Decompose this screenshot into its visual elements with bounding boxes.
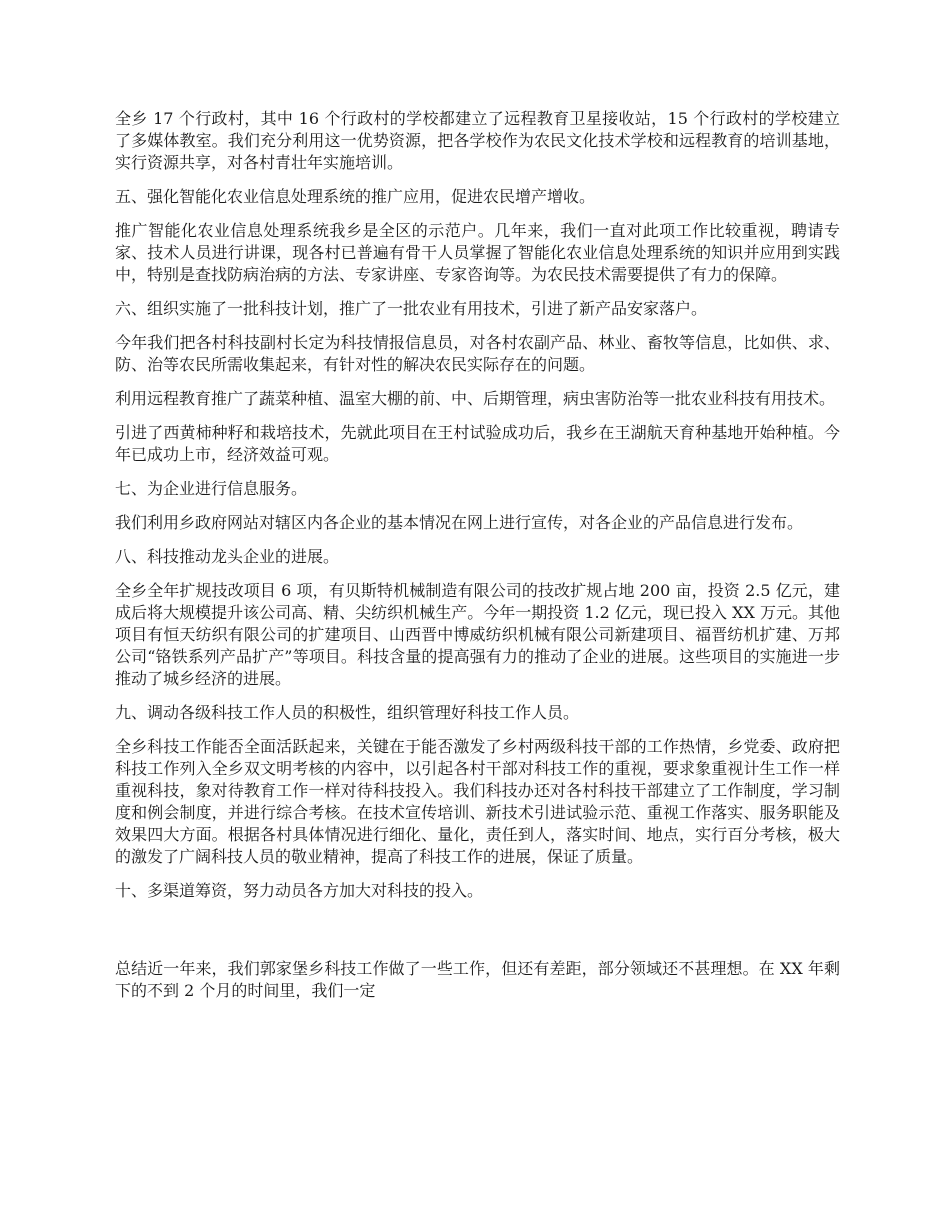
heading-section-9: 九、调动各级科技工作人员的积极性，组织管理好科技工作人员。: [115, 703, 580, 722]
paragraph-summary: 总结近一年来，我们郭家堡乡科技工作做了一些工作，但还有差距，部分领域还不甚理想。在 XX 年剩下的不到 2 个月的时间里，我们一定: [115, 959, 840, 1000]
paragraph-tomato-seeds: 引进了西黄柿种籽和栽培技术，先就此项目在王村试验成功后，我乡在王湖航天育种基地开始种植。今年已成功上市，经济效益可观。: [115, 423, 840, 464]
heading-section-6: 六、组织实施了一批科技计划，推广了一批农业有用技术，引进了新产品安家落户。: [115, 299, 708, 318]
document-body: [115, 108, 840, 1014]
heading-section-8: 八、科技推动龙头企业的进展。: [115, 547, 340, 566]
paragraph-remote-techniques: 利用远程教育推广了蔬菜种植、温室大棚的前、中、后期管理，病虫害防治等一批农业科技有用技术。: [115, 389, 836, 408]
blank-gap: [115, 914, 840, 958]
paragraph-enterprise-website: 我们利用乡政府网站对辖区内各企业的基本情况在网上进行宣传，对各企业的产品信息进行发布。: [115, 513, 804, 532]
paragraph-staff-management: 全乡科技工作能否全面活跃起来，关键在于能否激发了乡村两级科技干部的工作热情，乡党委、政府把科技工作列入全乡双文明考核的内容中，以引起各村干部对科技工作的重视，要求象重视计生工作一样重视科技，象对待教育工作一样对待科技投入。我们科技办还对各村科技干部建立了工作制度，学习制度和例会制度，并进行综合考核。在技术宣传培训、新技术引进试验示范、重视工作落实、服务职能及效果四大方面。根据各村具体情况进行细化、量化，责任到人，落实时间、地点，实行百分考核，极大的激发了广阔科技人员的敬业精神，提高了科技工作的进展，保证了质量。: [115, 737, 840, 866]
paragraph-info-officers: 今年我们把各村科技副村长定为科技情报信息员，对各村农副产品、林业、畜牧等信息，比如供、求、防、治等农民所需收集起来，有针对性的解决农民实际存在的问题。: [115, 333, 840, 374]
paragraph-schools-remote-education: 全乡 17 个行政村，其中 16 个行政村的学校都建立了远程教育卫星接收站，15 个行政村的学校建立了多媒体教室。我们充分利用这一优势资源，把各学校作为农民文化技术学校和远程教育的培训基地，实行资源共享，对各村青壮年实施培训。: [115, 109, 840, 172]
paragraph-info-system: 推广智能化农业信息处理系统我乡是全区的示范户。几年来，我们一直对此项工作比较重视，聘请专家、技术人员进行讲课，现各村已普遍有骨干人员掌握了智能化农业信息处理系统的知识并应用到实践中，特别是查找防病治病的方法、专家讲座、专家咨询等。为农民技术需要提供了有力的保障。: [115, 221, 840, 284]
heading-section-7: 七、为企业进行信息服务。: [115, 479, 308, 498]
paragraph-renovation-projects: 全乡全年扩规技改项目 6 项，有贝斯特机械制造有限公司的技改扩规占地 200 亩，投资 2.5 亿元，建成后将大规模提升该公司高、精、尖纺织机械生产。今年一期投资 1.2 亿元，现已投入 XX 万元。其他项目有恒天纺织有限公司的扩建项目、山西晋中博威纺织机械有限公司新建项目、福晋纺机扩建、万邦公司“铬铁系列产品扩产”等项目。科技含量的提高强有力的推动了企业的进展。这些项目的实施进一步推动了城乡经济的进展。: [115, 581, 840, 688]
heading-section-5: 五、强化智能化农业信息处理系统的推广应用，促进农民增产增收。: [115, 187, 596, 206]
heading-section-10: 十、多渠道筹资，努力动员各方加大对科技的投入。: [115, 881, 484, 900]
